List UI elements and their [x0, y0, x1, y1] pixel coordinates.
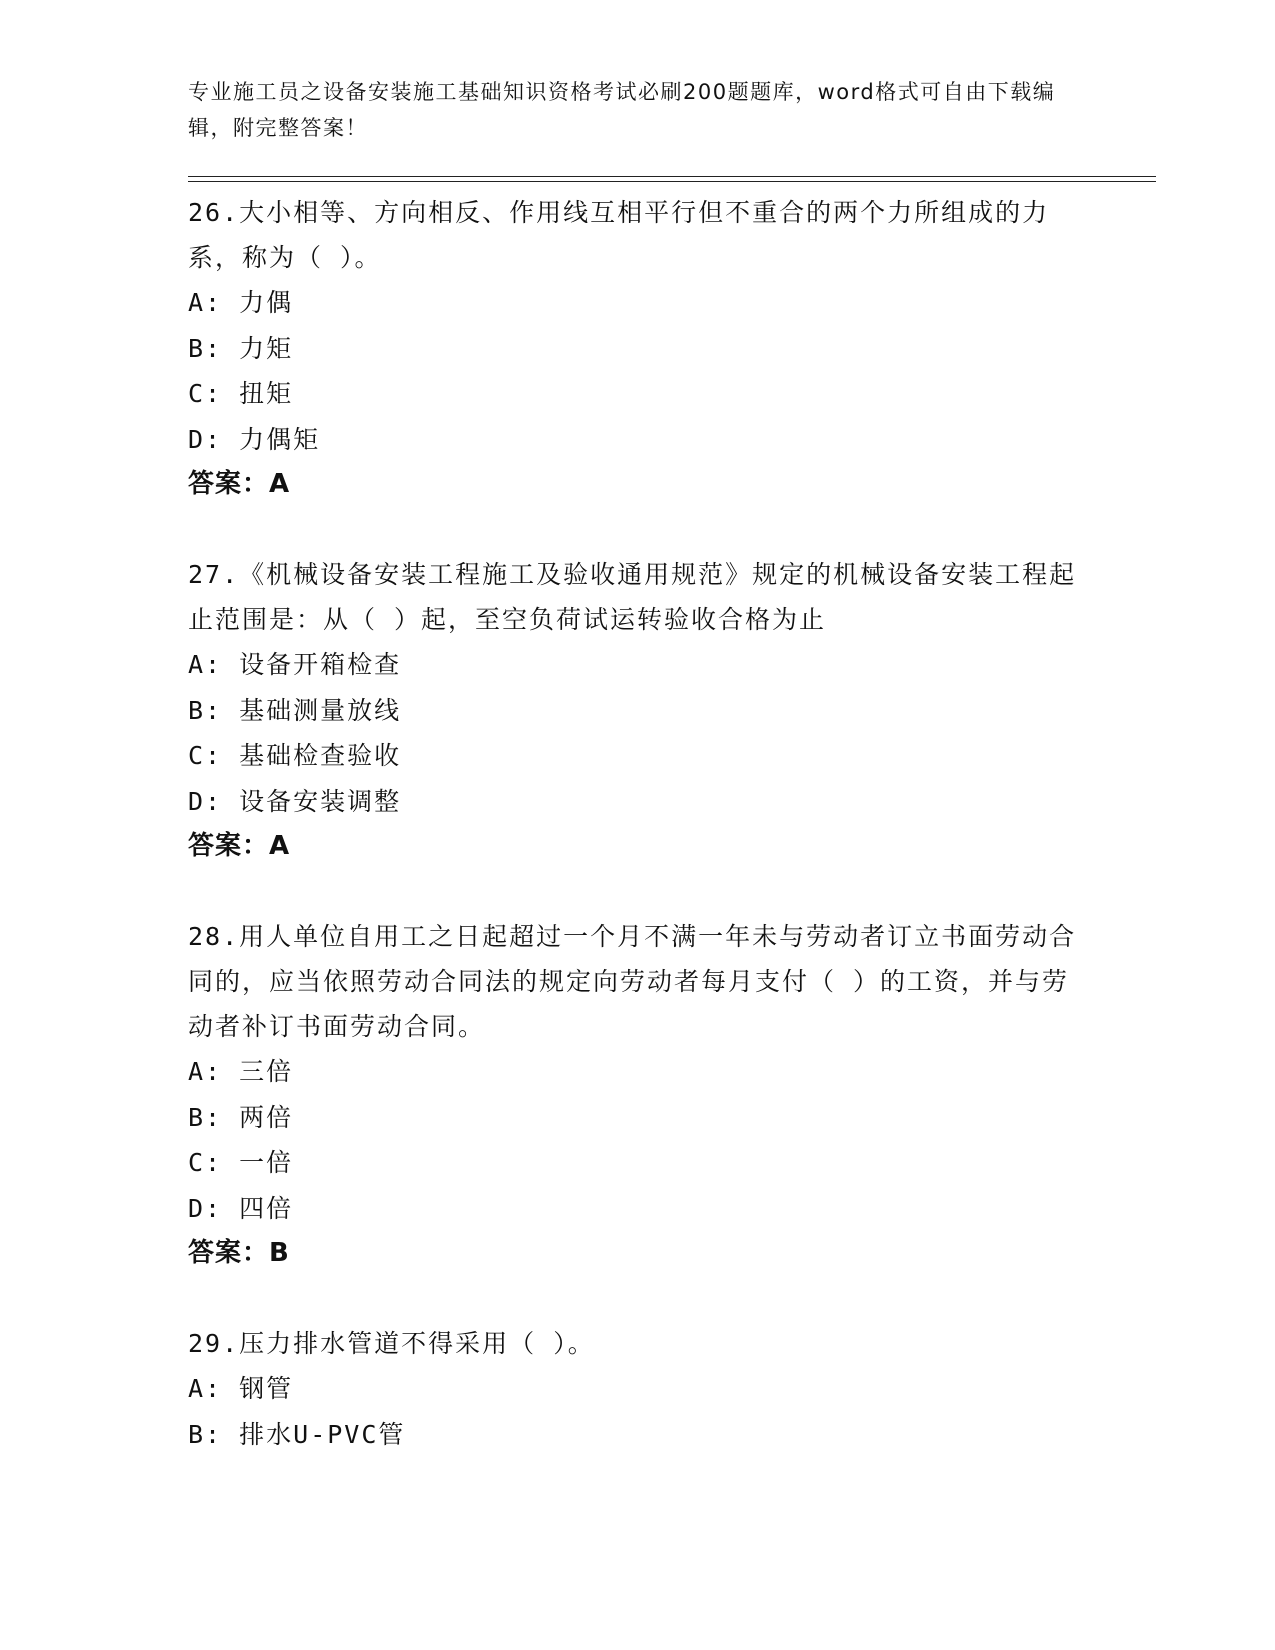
answer-line: 答案：A [188, 831, 291, 861]
option-b: B: 排水U-PVC管 [188, 1419, 406, 1449]
question-28 [188, 914, 1088, 1276]
option-b: B: 两倍 [188, 1102, 294, 1132]
answer-line: 答案：A [188, 469, 291, 499]
answer-line: 答案：B [188, 1238, 290, 1268]
option-d: D: 力偶矩 [188, 424, 321, 454]
question-text: 29.压力排水管道不得采用（ ）。 [188, 1329, 595, 1358]
question-29 [188, 1321, 1088, 1457]
option-b: B: 基础测量放线 [188, 695, 402, 725]
option-a: A: 三倍 [188, 1057, 294, 1086]
option-c: C: 基础检查验收 [188, 741, 402, 770]
document-header: 专业施工员之设备安装施工基础知识资格考试必刷200题题库，word格式可自由下载编辑，附完整答案！ [188, 80, 1056, 140]
header-divider [188, 176, 1156, 177]
option-a: A: 设备开箱检查 [188, 650, 402, 679]
question-text: 27.《机械设备安装工程施工及验收通用规范》规定的机械设备安装工程起止范围是：从（ ）起，至空负荷试运转验收合格为止 [188, 560, 1077, 634]
header-divider-secondary [188, 181, 1156, 182]
question-26 [188, 190, 1088, 507]
option-a: A: 力偶 [188, 288, 294, 317]
option-b: B: 力矩 [188, 333, 294, 363]
option-a: A: 钢管 [188, 1374, 294, 1403]
question-list [188, 190, 1088, 1502]
question-27 [188, 552, 1088, 869]
option-c: C: 扭矩 [188, 379, 294, 408]
option-d: D: 四倍 [188, 1193, 294, 1223]
option-c: C: 一倍 [188, 1148, 294, 1177]
question-text: 28.用人单位自用工之日起超过一个月不满一年未与劳动者订立书面劳动合同的，应当依照劳动合同法的规定向劳动者每月支付（ ）的工资，并与劳动者补订书面劳动合同。 [188, 922, 1077, 1041]
question-text: 26.大小相等、方向相反、作用线互相平行但不重合的两个力所组成的力系，称为（ ）。 [188, 198, 1050, 272]
option-d: D: 设备安装调整 [188, 786, 402, 816]
